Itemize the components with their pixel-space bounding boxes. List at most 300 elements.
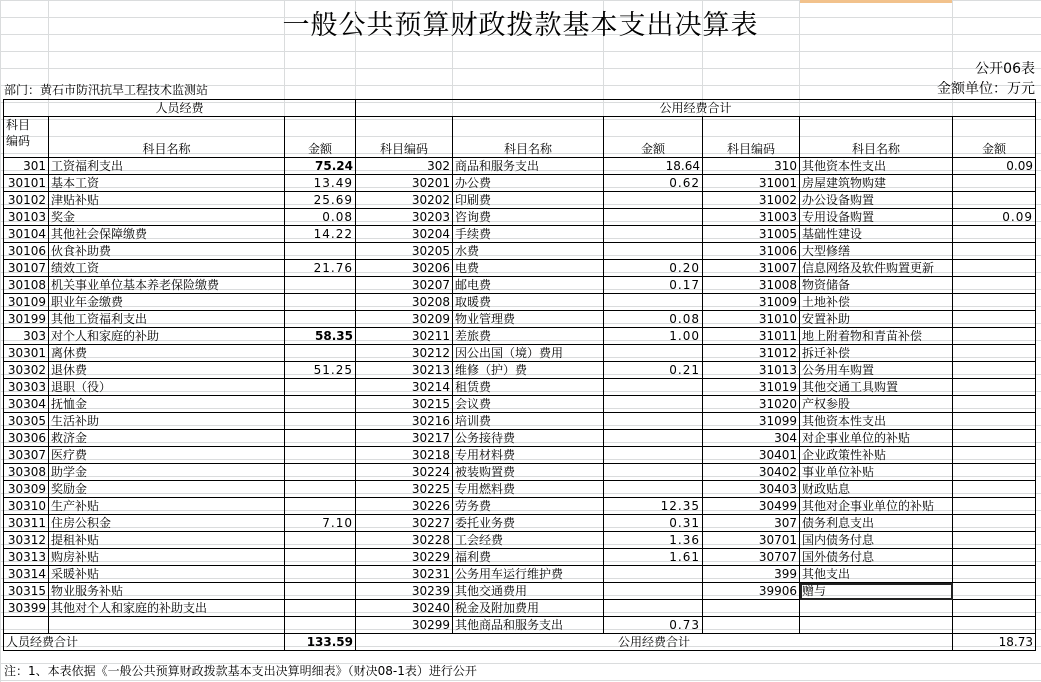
amount-cell[interactable]: 0.21 (604, 362, 703, 379)
name-cell[interactable]: 奖励金 (49, 481, 285, 498)
amount-cell[interactable] (953, 328, 1036, 345)
name-cell[interactable]: 其他对个人和家庭的补助支出 (49, 600, 285, 617)
name-cell[interactable]: 其他资本性支出 (800, 413, 953, 430)
public-total-label: 公用经费合计 (356, 634, 953, 651)
amount-cell[interactable] (285, 498, 356, 515)
code-cell[interactable]: 30307 (4, 447, 49, 464)
code-cell[interactable]: 31009 (703, 294, 800, 311)
code-cell[interactable]: 30203 (356, 209, 453, 226)
code-cell[interactable]: 30206 (356, 260, 453, 277)
code-cell[interactable]: 30204 (356, 226, 453, 243)
code-cell[interactable]: 399 (703, 566, 800, 583)
code-cell[interactable]: 30314 (4, 566, 49, 583)
name-cell[interactable]: 助学金 (49, 464, 285, 481)
code-cell[interactable]: 30227 (356, 515, 453, 532)
amount-cell[interactable] (285, 396, 356, 413)
table-row (4, 498, 1036, 515)
expenditure-table (3, 99, 1036, 651)
code-cell[interactable]: 30707 (703, 549, 800, 566)
name-cell[interactable]: 劳务费 (453, 498, 604, 515)
code-cell[interactable]: 31002 (703, 192, 800, 209)
table-row (4, 515, 1036, 532)
name-cell[interactable]: 办公费 (453, 175, 604, 192)
amount-cell[interactable] (953, 362, 1036, 379)
personnel-header: 人员经费 (4, 100, 356, 117)
code-cell[interactable]: 31007 (703, 260, 800, 277)
code-cell[interactable]: 30109 (4, 294, 49, 311)
amount-header: 金额 (953, 117, 1036, 158)
name-cell[interactable]: 邮电费 (453, 277, 604, 294)
name-cell[interactable] (800, 617, 953, 634)
amount-cell[interactable] (285, 243, 356, 260)
code-cell[interactable]: 30499 (703, 498, 800, 515)
table-row (4, 345, 1036, 362)
amount-cell[interactable] (953, 532, 1036, 549)
amount-cell[interactable] (285, 566, 356, 583)
amount-cell[interactable] (604, 600, 703, 617)
amount-cell[interactable] (953, 345, 1036, 362)
amount-cell[interactable] (604, 209, 703, 226)
name-cell[interactable]: 大型修缮 (800, 243, 953, 260)
name-cell[interactable]: 债务利息支出 (800, 515, 953, 532)
header-row-columns (4, 117, 1036, 158)
name-cell[interactable]: 专用设备购置 (800, 209, 953, 226)
code-cell[interactable]: 30212 (356, 345, 453, 362)
amount-cell[interactable] (953, 481, 1036, 498)
amount-cell[interactable] (604, 413, 703, 430)
amount-cell[interactable] (604, 464, 703, 481)
name-cell[interactable]: 差旅费 (453, 328, 604, 345)
name-cell[interactable]: 物业管理费 (453, 311, 604, 328)
table-row (4, 600, 1036, 617)
amount-cell[interactable] (285, 481, 356, 498)
name-cell[interactable]: 公务用车购置 (800, 362, 953, 379)
code-cell[interactable]: 30216 (356, 413, 453, 430)
amount-cell[interactable] (285, 311, 356, 328)
amount-cell[interactable] (953, 396, 1036, 413)
code-cell[interactable]: 30301 (4, 345, 49, 362)
code-cell[interactable]: 30311 (4, 515, 49, 532)
amount-cell[interactable] (604, 345, 703, 362)
amount-cell[interactable] (604, 396, 703, 413)
name-cell[interactable]: 公务接待费 (453, 430, 604, 447)
code-cell[interactable]: 30302 (4, 362, 49, 379)
name-cell[interactable]: 伙食补助费 (49, 243, 285, 260)
name-cell[interactable]: 物资储备 (800, 277, 953, 294)
code-cell[interactable]: 30701 (703, 532, 800, 549)
amount-cell[interactable]: 12.35 (604, 498, 703, 515)
amount-cell[interactable] (953, 464, 1036, 481)
amount-cell[interactable]: 75.24 (285, 158, 356, 175)
table-row (4, 175, 1036, 192)
name-header: 科目名称 (49, 117, 285, 158)
amount-cell[interactable]: 7.10 (285, 515, 356, 532)
amount-cell[interactable]: 18.64 (604, 158, 703, 175)
name-cell[interactable]: 退休费 (49, 362, 285, 379)
amount-cell[interactable] (285, 345, 356, 362)
name-cell[interactable]: 奖金 (49, 209, 285, 226)
name-cell[interactable]: 因公出国（境）费用 (453, 345, 604, 362)
amount-cell[interactable] (953, 311, 1036, 328)
amount-cell[interactable] (604, 294, 703, 311)
name-cell[interactable]: 咨询费 (453, 209, 604, 226)
table-row (4, 226, 1036, 243)
name-cell[interactable]: 生活补助 (49, 413, 285, 430)
public-header: 公用经费合计 (356, 100, 1036, 117)
table-row (4, 481, 1036, 498)
name-cell[interactable]: 拆迁补偿 (800, 345, 953, 362)
table-row (4, 192, 1036, 209)
amount-cell[interactable]: 14.22 (285, 226, 356, 243)
table-row (4, 532, 1036, 549)
name-cell[interactable]: 津贴补贴 (49, 192, 285, 209)
name-cell[interactable]: 国内债务付息 (800, 532, 953, 549)
table-row (4, 311, 1036, 328)
code-cell[interactable]: 31008 (703, 277, 800, 294)
code-header: 科目编码 (356, 117, 453, 158)
code-cell[interactable]: 30101 (4, 175, 49, 192)
table-row (4, 209, 1036, 226)
amount-cell[interactable]: 0.08 (285, 209, 356, 226)
table-row (4, 328, 1036, 345)
code-cell[interactable]: 30205 (356, 243, 453, 260)
amount-cell[interactable]: 0.09 (953, 158, 1036, 175)
name-cell[interactable]: 基础性建设 (800, 226, 953, 243)
name-cell[interactable]: 物业服务补贴 (49, 583, 285, 600)
table-row (4, 277, 1036, 294)
code-cell[interactable]: 30401 (703, 447, 800, 464)
public-total-value[interactable]: 18.73 (953, 634, 1036, 651)
amount-cell[interactable] (604, 447, 703, 464)
name-cell[interactable]: 其他对企事业单位的补贴 (800, 498, 953, 515)
name-cell[interactable]: 租赁费 (453, 379, 604, 396)
name-cell[interactable]: 维修（护）费 (453, 362, 604, 379)
code-cell[interactable]: 31006 (703, 243, 800, 260)
name-cell[interactable]: 房屋建筑物购建 (800, 175, 953, 192)
amount-cell[interactable] (604, 481, 703, 498)
code-header: 科目编码 (703, 117, 800, 158)
amount-cell[interactable] (953, 515, 1036, 532)
personnel-total-value[interactable]: 133.59 (285, 634, 356, 651)
amount-cell[interactable] (953, 430, 1036, 447)
code-cell[interactable]: 30214 (356, 379, 453, 396)
amount-header: 金额 (285, 117, 356, 158)
name-cell[interactable]: 取暖费 (453, 294, 604, 311)
code-cell[interactable]: 31099 (703, 413, 800, 430)
amount-header: 金额 (604, 117, 703, 158)
amount-cell[interactable] (953, 413, 1036, 430)
code-cell[interactable]: 30305 (4, 413, 49, 430)
name-header: 科目名称 (800, 117, 953, 158)
amount-cell[interactable] (953, 498, 1036, 515)
name-cell[interactable]: 企业政策性补贴 (800, 447, 953, 464)
code-cell[interactable]: 30103 (4, 209, 49, 226)
amount-cell[interactable]: 0.73 (604, 617, 703, 634)
code-cell[interactable] (4, 617, 49, 634)
code-cell[interactable]: 30306 (4, 430, 49, 447)
code-cell[interactable]: 39906 (703, 583, 800, 600)
name-cell[interactable]: 赠与 (800, 583, 953, 600)
name-cell[interactable]: 其他交通工具购置 (800, 379, 953, 396)
amount-cell[interactable] (604, 430, 703, 447)
name-cell[interactable]: 其他商品和服务支出 (453, 617, 604, 634)
amount-cell[interactable] (285, 583, 356, 600)
amount-cell[interactable] (953, 192, 1036, 209)
name-cell[interactable]: 土地补偿 (800, 294, 953, 311)
name-cell[interactable]: 被装购置费 (453, 464, 604, 481)
table-row (4, 617, 1036, 634)
amount-cell[interactable] (285, 447, 356, 464)
code-cell[interactable]: 30218 (356, 447, 453, 464)
code-cell[interactable] (703, 600, 800, 617)
name-cell[interactable]: 其他工资福利支出 (49, 311, 285, 328)
amount-cell[interactable]: 1.00 (604, 328, 703, 345)
amount-cell[interactable] (285, 294, 356, 311)
report-title: 一般公共预算财政拨款基本支出决算表 (282, 10, 759, 41)
amount-cell[interactable]: 13.49 (285, 175, 356, 192)
amount-cell[interactable]: 0.62 (604, 175, 703, 192)
code-cell[interactable]: 30106 (4, 243, 49, 260)
amount-cell[interactable] (285, 464, 356, 481)
amount-cell[interactable]: 1.61 (604, 549, 703, 566)
form-code: 公开06表 (975, 61, 1035, 77)
department-label: 部门：黄石市防汛抗旱工程技术监测站 (4, 83, 209, 97)
code-cell[interactable]: 31005 (703, 226, 800, 243)
name-cell[interactable]: 电费 (453, 260, 604, 277)
name-cell[interactable]: 住房公积金 (49, 515, 285, 532)
name-cell[interactable]: 会议费 (453, 396, 604, 413)
name-cell[interactable]: 安置补助 (800, 311, 953, 328)
amount-cell[interactable] (953, 447, 1036, 464)
name-cell[interactable]: 印刷费 (453, 192, 604, 209)
name-cell[interactable]: 采暖补贴 (49, 566, 285, 583)
code-cell[interactable]: 31020 (703, 396, 800, 413)
footnote: 注：1、本表依据《一般公共预算财政拨款基本支出决算明细表》（财决08-1表）进行公开 (4, 664, 477, 678)
table-row (4, 379, 1036, 396)
amount-cell[interactable]: 1.36 (604, 532, 703, 549)
code-cell[interactable]: 31012 (703, 345, 800, 362)
code-cell[interactable]: 30226 (356, 498, 453, 515)
totals-row (4, 634, 1036, 651)
name-cell[interactable]: 退职（役） (49, 379, 285, 396)
amount-cell[interactable] (953, 566, 1036, 583)
code-cell[interactable]: 31019 (703, 379, 800, 396)
amount-cell[interactable]: 0.20 (604, 260, 703, 277)
name-cell[interactable]: 其他资本性支出 (800, 158, 953, 175)
name-cell[interactable]: 商品和服务支出 (453, 158, 604, 175)
amount-cell[interactable]: 58.35 (285, 328, 356, 345)
code-cell[interactable]: 30304 (4, 396, 49, 413)
code-cell[interactable]: 31011 (703, 328, 800, 345)
table-row (4, 260, 1036, 277)
code-cell[interactable]: 301 (4, 158, 49, 175)
name-cell[interactable]: 其他支出 (800, 566, 953, 583)
name-cell[interactable]: 对企事业单位的补贴 (800, 430, 953, 447)
code-cell[interactable]: 30303 (4, 379, 49, 396)
table-row (4, 447, 1036, 464)
name-cell[interactable] (49, 617, 285, 634)
code-cell[interactable]: 310 (703, 158, 800, 175)
code-cell[interactable]: 30225 (356, 481, 453, 498)
name-cell[interactable]: 工资福利支出 (49, 158, 285, 175)
amount-cell[interactable] (604, 379, 703, 396)
code-cell[interactable]: 30312 (4, 532, 49, 549)
name-cell[interactable]: 机关事业单位基本养老保险缴费 (49, 277, 285, 294)
code-cell[interactable]: 30309 (4, 481, 49, 498)
code-cell[interactable]: 30211 (356, 328, 453, 345)
name-cell[interactable]: 离休费 (49, 345, 285, 362)
amount-cell[interactable]: 0.17 (604, 277, 703, 294)
amount-cell[interactable] (953, 379, 1036, 396)
amount-cell[interactable] (285, 413, 356, 430)
name-cell[interactable]: 救济金 (49, 430, 285, 447)
name-cell[interactable]: 其他交通费用 (453, 583, 604, 600)
amount-cell[interactable] (953, 260, 1036, 277)
table-row (4, 362, 1036, 379)
amount-cell[interactable]: 21.76 (285, 260, 356, 277)
amount-cell[interactable] (285, 600, 356, 617)
amount-cell[interactable] (285, 430, 356, 447)
amount-cell[interactable]: 0.31 (604, 515, 703, 532)
selected-column-marker (800, 0, 952, 3)
amount-cell[interactable] (953, 175, 1036, 192)
amount-cell[interactable] (604, 566, 703, 583)
name-cell[interactable]: 对个人和家庭的补助 (49, 328, 285, 345)
amount-cell[interactable] (953, 549, 1036, 566)
name-cell[interactable]: 公务用车运行维护费 (453, 566, 604, 583)
name-cell[interactable]: 专用燃料费 (453, 481, 604, 498)
amount-cell[interactable] (285, 617, 356, 634)
amount-cell[interactable] (604, 192, 703, 209)
name-cell[interactable]: 事业单位补贴 (800, 464, 953, 481)
code-cell[interactable]: 307 (703, 515, 800, 532)
code-cell[interactable]: 30213 (356, 362, 453, 379)
amount-cell[interactable] (604, 226, 703, 243)
name-cell[interactable]: 生产补贴 (49, 498, 285, 515)
code-cell[interactable]: 30215 (356, 396, 453, 413)
name-cell[interactable]: 水费 (453, 243, 604, 260)
table-row (4, 294, 1036, 311)
amount-cell[interactable]: 0.09 (953, 209, 1036, 226)
amount-cell[interactable]: 0.08 (604, 311, 703, 328)
code-cell[interactable]: 30239 (356, 583, 453, 600)
amount-cell[interactable] (953, 277, 1036, 294)
code-cell[interactable]: 30102 (4, 192, 49, 209)
code-cell[interactable]: 30315 (4, 583, 49, 600)
amount-cell[interactable] (953, 600, 1036, 617)
code-cell[interactable] (703, 617, 800, 634)
code-cell[interactable]: 303 (4, 328, 49, 345)
name-cell[interactable]: 办公设备购置 (800, 192, 953, 209)
name-cell[interactable]: 国外债务付息 (800, 549, 953, 566)
name-cell[interactable]: 绩效工资 (49, 260, 285, 277)
table-row (4, 158, 1036, 175)
amount-cell[interactable] (604, 243, 703, 260)
code-cell[interactable]: 30313 (4, 549, 49, 566)
name-cell[interactable]: 委托业务费 (453, 515, 604, 532)
amount-cell[interactable] (953, 243, 1036, 260)
table-row (4, 583, 1036, 600)
amount-cell[interactable] (953, 226, 1036, 243)
amount-cell[interactable]: 51.25 (285, 362, 356, 379)
name-cell[interactable]: 培训费 (453, 413, 604, 430)
code-cell[interactable]: 30403 (703, 481, 800, 498)
name-cell[interactable]: 基本工资 (49, 175, 285, 192)
code-cell[interactable]: 30229 (356, 549, 453, 566)
code-cell[interactable]: 31001 (703, 175, 800, 192)
name-cell[interactable]: 工会经费 (453, 532, 604, 549)
name-cell[interactable] (800, 600, 953, 617)
code-cell[interactable]: 304 (703, 430, 800, 447)
code-cell[interactable]: 30231 (356, 566, 453, 583)
code-cell[interactable]: 30399 (4, 600, 49, 617)
code-header-left: 科目 编码 (4, 117, 49, 158)
amount-cell[interactable] (285, 532, 356, 549)
code-cell[interactable]: 30310 (4, 498, 49, 515)
code-cell[interactable]: 30199 (4, 311, 49, 328)
amount-cell[interactable] (285, 379, 356, 396)
table-row (4, 413, 1036, 430)
name-cell[interactable]: 其他社会保障缴费 (49, 226, 285, 243)
name-cell[interactable]: 提租补贴 (49, 532, 285, 549)
code-cell[interactable]: 30202 (356, 192, 453, 209)
code-cell[interactable]: 30201 (356, 175, 453, 192)
code-cell[interactable]: 30228 (356, 532, 453, 549)
name-cell[interactable]: 福利费 (453, 549, 604, 566)
code-cell[interactable]: 31010 (703, 311, 800, 328)
code-cell[interactable]: 30207 (356, 277, 453, 294)
name-cell[interactable]: 信息网络及软件购置更新 (800, 260, 953, 277)
code-cell[interactable]: 30108 (4, 277, 49, 294)
code-cell[interactable]: 30402 (703, 464, 800, 481)
code-cell[interactable]: 30224 (356, 464, 453, 481)
code-cell[interactable]: 30240 (356, 600, 453, 617)
amount-cell[interactable] (953, 583, 1036, 600)
name-cell[interactable]: 手续费 (453, 226, 604, 243)
name-cell[interactable]: 产权参股 (800, 396, 953, 413)
name-cell[interactable]: 医疗费 (49, 447, 285, 464)
code-cell[interactable]: 30209 (356, 311, 453, 328)
code-cell[interactable]: 31013 (703, 362, 800, 379)
code-cell[interactable]: 30104 (4, 226, 49, 243)
amount-cell[interactable] (953, 617, 1036, 634)
amount-cell[interactable] (953, 294, 1036, 311)
name-cell[interactable]: 地上附着物和青苗补偿 (800, 328, 953, 345)
code-cell[interactable]: 30308 (4, 464, 49, 481)
name-cell[interactable]: 专用材料费 (453, 447, 604, 464)
name-cell[interactable]: 抚恤金 (49, 396, 285, 413)
table-row (4, 243, 1036, 260)
name-cell[interactable]: 职业年金缴费 (49, 294, 285, 311)
code-cell[interactable]: 302 (356, 158, 453, 175)
amount-cell[interactable] (604, 583, 703, 600)
code-cell[interactable]: 30208 (356, 294, 453, 311)
name-cell[interactable]: 购房补贴 (49, 549, 285, 566)
amount-cell[interactable]: 25.69 (285, 192, 356, 209)
name-cell[interactable]: 税金及附加费用 (453, 600, 604, 617)
header-row-group (4, 100, 1036, 117)
name-header: 科目名称 (453, 117, 604, 158)
unit-label: 金额单位：万元 (937, 81, 1035, 97)
code-cell[interactable]: 30217 (356, 430, 453, 447)
code-cell[interactable]: 30299 (356, 617, 453, 634)
amount-cell[interactable] (285, 549, 356, 566)
code-cell[interactable]: 31003 (703, 209, 800, 226)
amount-cell[interactable] (285, 277, 356, 294)
table-row (4, 549, 1036, 566)
code-cell[interactable]: 30107 (4, 260, 49, 277)
name-cell[interactable]: 财政贴息 (800, 481, 953, 498)
